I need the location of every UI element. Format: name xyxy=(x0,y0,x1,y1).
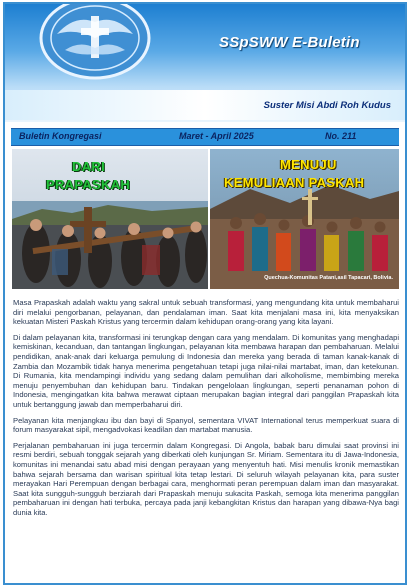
congregation-logo-icon xyxy=(35,4,155,88)
lent-banner-line1: DARI xyxy=(72,159,105,174)
congregation-tagline: Suster Misi Abdi Roh Kudus xyxy=(263,100,391,111)
issue-name: Buletin Kongregasi xyxy=(19,131,102,141)
bulletin-page xyxy=(3,2,407,585)
article-paragraph: Di dalam pelayanan kita, transformasi ini terungkap dengan cara yang mendalam. Di komunitas yang menghadapi kemiskinan, kecanduan, dan tantangan lingkungan, pelayanan kita membawa harapan dan pembaharuan. Melalui pendidikan, anak-anak dari keluarga pemulung di Indonesia dan mereka yang berada di taman kanak-kanak di Zambia dan Mozambik tidak hanya menerima pengetahuan tetapi juga nilai-nilai martabat, iman, dan ketekunan. Di Rumania, kita mendampingi individu yang sedang dalam pemulihan dari alkoholisme, membimbing mereka menuju penyembuhan dan kehidupan baru. Tindakan pengelolaan lingkungan, seperti penanaman pohon di Indonesia, mengingatkan kita bahwa merawat ciptaan merupakan bagian integral dari panggilan Prapaskah kita untuk bertanggung jawab dan memperbaharui diri. xyxy=(13,332,399,409)
article-paragraph: Masa Prapaskah adalah waktu yang sakral untuk sebuah transformasi, yang mengundang kita untuk membaharui diri melalui pengorbanan, pelayanan, dan pendalaman iman. Saat kita menjalani masa ini, kita menyaksikan kekuatan Misteri Paskah Kristus yang tercermin dalam kehidupan orang-orang yang kita layani. xyxy=(13,298,399,327)
article-paragraph: Pelayanan kita menjangkau ibu dan bayi di Spanyol, sementara VIVAT International terus memperkuat suara di forum masyarakat sipil, mengadvokasi keadilan dan martabat manusia. xyxy=(13,415,399,435)
tagline-strip xyxy=(5,90,405,120)
lent-banner-line2: PRAPASKAH xyxy=(46,177,131,192)
easter-photo xyxy=(210,149,399,289)
easter-photo-caption: Quechua-Komunitas Patani,asil Tapacari, Bolivia. xyxy=(264,275,393,281)
article-body xyxy=(13,298,399,523)
header-banner xyxy=(5,4,405,122)
bulletin-title: SSpSWW E-Buletin xyxy=(219,34,360,51)
issue-info-bar xyxy=(11,128,399,146)
article-paragraph: Perjalanan pembaharuan ini juga tercermin dalam Kongregasi. Di Angola, babak baru dimulai saat provinsi ini resmi berdiri, sebuah tonggak sejarah yang diberkati oleh kunjungan Sr. Miriam. Sementara itu di Jawa-Indonesia, komunitas ini menandai satu abad misi dengan perayaan yang menyentuh hati. Misi menulis kronik memastikan bahwa sejarah bersama dan warisan spiritual kita tetap lestari. Di seluruh wilayah pelayanan kita, para suster merayakan Hari Perempuan dengan berbagai cara, menghormati peran perempuan dalam iman dan masyarakat. Saat kita sungguh-sungguh berziarah dari Prapaskah menuju sukacita Paskah, semoga kita menerima panggilan pembaharuan ini dengan hati terbuka, percaya pada janji kebangkitan Kristus dan harapan yang dibawa-Nya bagi dunia kita. xyxy=(13,440,399,517)
issue-date: Maret - April 2025 xyxy=(179,131,254,141)
lent-photo xyxy=(12,149,208,289)
easter-banner-line1: MENUJU xyxy=(280,157,337,172)
issue-number: No. 211 xyxy=(325,131,357,141)
lent-procession-image xyxy=(12,149,208,289)
easter-banner-line2: KEMULIAAN PASKAH xyxy=(224,175,365,190)
